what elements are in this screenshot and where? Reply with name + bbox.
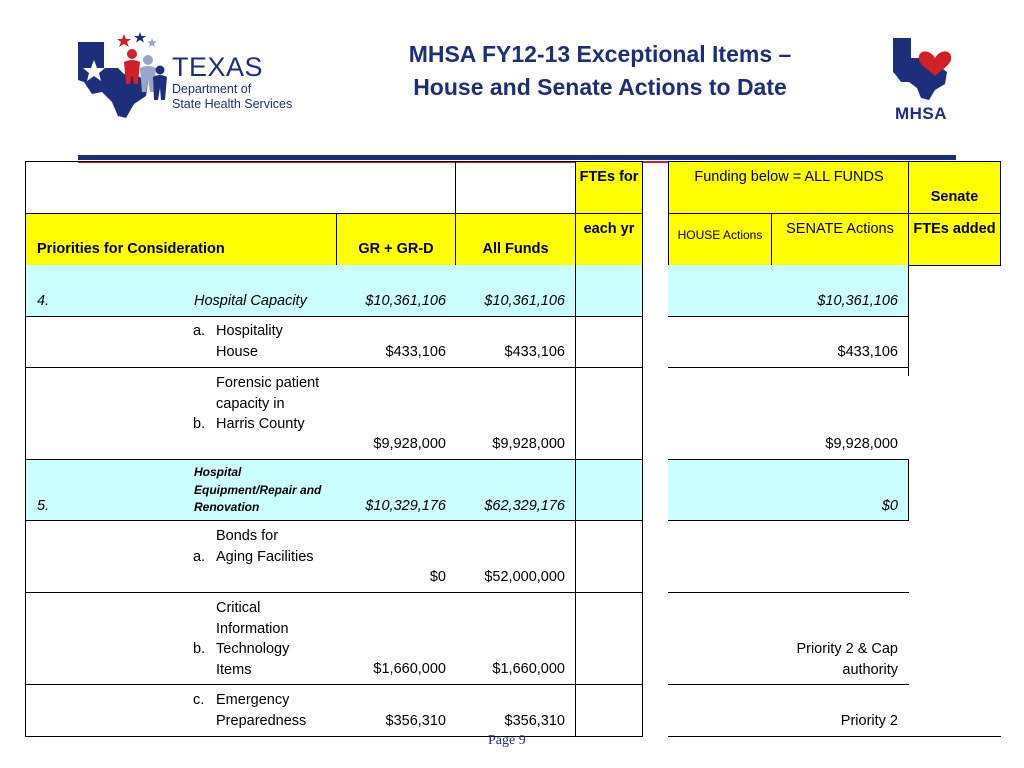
row-label: Bonds for Aging Facilities xyxy=(216,528,314,565)
row-label: Hospitality House xyxy=(216,323,283,360)
row-allfunds-value: $62,329,176 xyxy=(484,498,565,514)
row-senate-value: $9,928,000 xyxy=(825,436,898,452)
texas-wordmark: TEXAS xyxy=(172,52,264,82)
row-divider xyxy=(25,459,643,460)
header-gr: GR + GR-D xyxy=(358,241,434,257)
row-label: Hospital Capacity xyxy=(194,293,307,309)
page-number: Page 9 xyxy=(488,733,526,748)
header-blank-cell xyxy=(455,161,576,214)
row-number: b. xyxy=(193,416,206,432)
row-divider xyxy=(668,684,909,685)
table-border xyxy=(575,265,576,737)
header-senate: Senate xyxy=(930,189,979,205)
page-title: MHSA FY12-13 Exceptional Items – House and Senate Actions to Date xyxy=(408,41,792,100)
row-label: Forensic patient capacity in Harris County xyxy=(216,375,320,432)
row-divider xyxy=(668,736,1001,737)
row-allfunds-value: $433,106 xyxy=(504,344,565,360)
row-senate-value: $10,361,106 xyxy=(817,293,898,309)
header-each-yr: each yr xyxy=(583,221,635,237)
row-gr-value: $10,361,106 xyxy=(365,293,446,309)
header-senate-actions: SENATE Actions xyxy=(786,221,894,237)
mhsa-wordmark: MHSA xyxy=(894,104,948,123)
row-gr-value: $9,928,000 xyxy=(373,436,446,452)
row-allfunds-value: $52,000,000 xyxy=(484,569,565,585)
row-divider xyxy=(668,316,909,317)
row-label: Hospital Equipment/Repair and Renovation xyxy=(194,465,322,514)
row-senate-value: $0 xyxy=(881,498,898,514)
row-number: a. xyxy=(193,323,206,339)
row-senate-value: Priority 2 & Cap authority xyxy=(796,641,898,678)
row-divider xyxy=(668,367,909,368)
row-divider xyxy=(25,520,643,521)
row-number: 5. xyxy=(37,498,50,514)
row-number: 4. xyxy=(37,293,50,309)
row-allfunds-value: $1,660,000 xyxy=(492,661,565,677)
row-gr-value: $356,310 xyxy=(385,713,446,729)
row-divider xyxy=(25,367,643,368)
row-divider xyxy=(25,684,643,685)
row-divider xyxy=(25,736,643,737)
department-name: Department of State Health Services xyxy=(172,82,293,111)
row-number: a. xyxy=(193,549,206,565)
header-ftes-for: FTEs for xyxy=(579,169,639,185)
row-gr-value: $10,329,176 xyxy=(365,498,446,514)
row-gr-value: $0 xyxy=(429,569,446,585)
row-allfunds-value: $10,361,106 xyxy=(484,293,565,309)
header-ftes-added: FTEs added xyxy=(913,221,996,237)
row-divider xyxy=(25,316,643,317)
row-senate-value: Priority 2 xyxy=(840,713,898,729)
row-gr-value: $433,106 xyxy=(385,344,446,360)
row-senate-value: $433,106 xyxy=(837,344,898,360)
row-allfunds-value: $9,928,000 xyxy=(492,436,565,452)
header-funding-below: Funding below = ALL FUNDS xyxy=(694,169,884,185)
header-house-actions: HOUSE Actions xyxy=(677,228,763,242)
row-label: Emergency Preparedness xyxy=(216,692,307,729)
row-divider xyxy=(668,520,909,521)
row-number: c. xyxy=(193,692,205,708)
header-blank-cell xyxy=(25,161,456,214)
table-border xyxy=(25,316,26,737)
header-all-funds: All Funds xyxy=(482,241,549,257)
row-divider xyxy=(668,459,909,460)
row-allfunds-value: $356,310 xyxy=(504,713,565,729)
header-priorities: Priorities for Consideration xyxy=(37,241,225,257)
row-label: Critical Information Technology Items xyxy=(216,600,290,678)
row-divider xyxy=(668,592,909,593)
row-gr-value: $1,660,000 xyxy=(373,661,446,677)
row-number: b. xyxy=(193,641,206,657)
table-border xyxy=(642,265,643,737)
row-divider xyxy=(25,592,643,593)
